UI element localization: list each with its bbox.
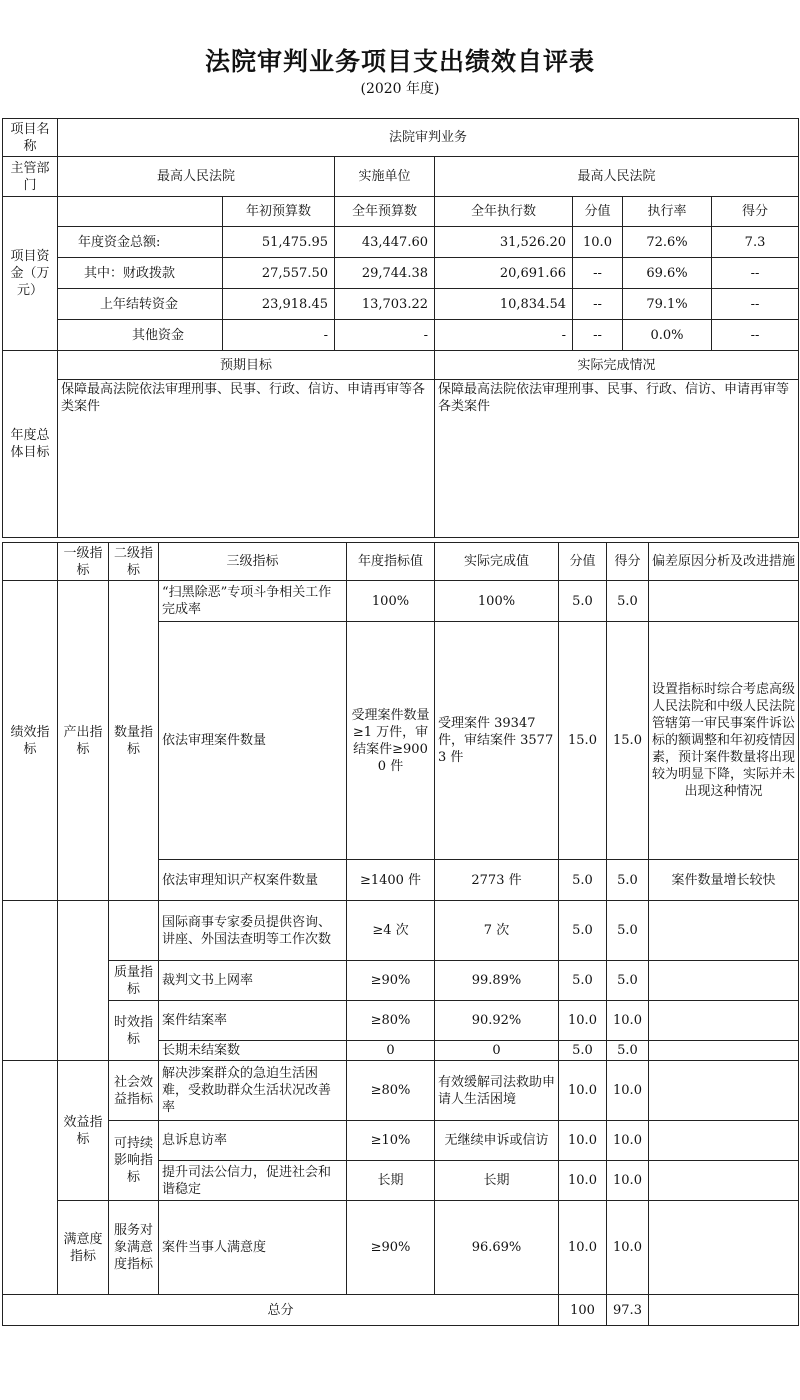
funds-header-4: 分值 xyxy=(573,197,623,227)
project-name-label: 项目名称 xyxy=(3,119,58,157)
funds-row-name: 其中：财政拨款 xyxy=(58,258,223,289)
indicator-score-value: 10.0 xyxy=(559,1001,607,1041)
ind-header-target: 年度指标值 xyxy=(347,543,435,581)
indicator-score: 10.0 xyxy=(607,1161,649,1201)
indicator-target: ≥90% xyxy=(347,961,435,1001)
indicator-name: 案件结案率 xyxy=(159,1001,347,1041)
indicator-score-value: 5.0 xyxy=(559,961,607,1001)
project-name-value: 法院审判业务 xyxy=(58,119,799,157)
indicator-name: 长期未结案数 xyxy=(159,1041,347,1061)
indicator-remark xyxy=(649,961,799,1001)
indicator-actual: 90.92% xyxy=(435,1001,559,1041)
indicator-remark xyxy=(649,1121,799,1161)
indicators-table xyxy=(2,542,799,1326)
indicator-score: 10.0 xyxy=(607,1061,649,1121)
expected-goal-text: 保障最高法院依法审理刑事、民事、行政、信访、申请再审等各类案件 xyxy=(58,380,435,538)
funds-cell: - xyxy=(435,320,573,351)
actual-goal-text: 保障最高法院依法审理刑事、民事、行政、信访、申请再审等各类案件 xyxy=(435,380,799,538)
ind-header-actual: 实际完成值 xyxy=(435,543,559,581)
indicator-actual: 长期 xyxy=(435,1161,559,1201)
expected-goal-header: 预期目标 xyxy=(58,351,435,380)
ind-header-score: 得分 xyxy=(607,543,649,581)
indicator-score: 15.0 xyxy=(607,622,649,860)
funds-cell: 27,557.50 xyxy=(223,258,335,289)
ind-header-l2: 二级指标 xyxy=(109,543,159,581)
indicator-target: 100% xyxy=(347,581,435,622)
total-score-value: 100 xyxy=(559,1295,607,1326)
total-remark xyxy=(649,1295,799,1326)
indicator-actual: 有效缓解司法救助申请人生活困境 xyxy=(435,1061,559,1121)
total-label: 总分 xyxy=(3,1295,559,1326)
funds-header-1: 年初预算数 xyxy=(223,197,335,227)
quantity-label: 数量指标 xyxy=(109,581,159,901)
indicator-score: 5.0 xyxy=(607,961,649,1001)
funds-label: 项目资金（万元） xyxy=(3,197,58,351)
funds-cell: 13,703.22 xyxy=(335,289,435,320)
indicator-score: 5.0 xyxy=(607,860,649,901)
indicator-actual: 2773 件 xyxy=(435,860,559,901)
indicator-remark xyxy=(649,1061,799,1121)
indicator-score-value: 5.0 xyxy=(559,860,607,901)
indicator-target: 长期 xyxy=(347,1161,435,1201)
indicator-actual: 无继续申诉或信访 xyxy=(435,1121,559,1161)
indicator-actual: 7 次 xyxy=(435,901,559,961)
satisfaction-label: 满意度指标 xyxy=(58,1201,109,1295)
indicator-name: 依法审理案件数量 xyxy=(159,622,347,860)
funds-cell: 69.6% xyxy=(623,258,712,289)
indicator-score: 5.0 xyxy=(607,581,649,622)
funds-cell: 51,475.95 xyxy=(223,227,335,258)
indicator-target: ≥90% xyxy=(347,1201,435,1295)
indicator-remark: 案件数量增长较快 xyxy=(649,860,799,901)
indicator-actual: 100% xyxy=(435,581,559,622)
ind-header-remark: 偏差原因分析及改进措施 xyxy=(649,543,799,581)
indicator-name: 解决涉案群众的急迫生活困难，受救助群众生活状况改善率 xyxy=(159,1061,347,1121)
actual-goal-header: 实际完成情况 xyxy=(435,351,799,380)
indicator-score-value: 5.0 xyxy=(559,1041,607,1061)
indicator-remark: 设置指标时综合考虑高级人民法院和中级人民法院管辖第一审民事案件诉讼标的额调整和年初疫情因素，预计案件数量将出现较为明显下降，实际并未出现这种情况 xyxy=(649,622,799,860)
funds-header-3: 全年执行数 xyxy=(435,197,573,227)
social-label: 社会效益指标 xyxy=(109,1061,159,1121)
perf-label-continued xyxy=(3,1061,58,1295)
funds-cell: 7.3 xyxy=(712,227,799,258)
indicator-remark xyxy=(649,901,799,961)
funds-header-2: 全年预算数 xyxy=(335,197,435,227)
indicator-remark xyxy=(649,1001,799,1041)
benefit-label: 效益指标 xyxy=(58,1061,109,1201)
indicator-score-value: 5.0 xyxy=(559,581,607,622)
service-label: 服务对象满意度指标 xyxy=(109,1201,159,1295)
indicator-target: ≥80% xyxy=(347,1061,435,1121)
indicator-score: 10.0 xyxy=(607,1001,649,1041)
indicator-target: ≥10% xyxy=(347,1121,435,1161)
indicator-actual: 96.69% xyxy=(435,1201,559,1295)
funds-cell: -- xyxy=(573,289,623,320)
funds-cell: -- xyxy=(573,258,623,289)
indicator-actual: 99.89% xyxy=(435,961,559,1001)
funds-header-5: 执行率 xyxy=(623,197,712,227)
indicator-score: 5.0 xyxy=(607,901,649,961)
indicator-remark xyxy=(649,1041,799,1061)
indicator-target: 0 xyxy=(347,1041,435,1061)
funds-cell: 10.0 xyxy=(573,227,623,258)
funds-cell: 20,691.66 xyxy=(435,258,573,289)
funds-cell: 10,834.54 xyxy=(435,289,573,320)
perf-label-continued xyxy=(3,901,58,1061)
indicator-name: 裁判文书上网率 xyxy=(159,961,347,1001)
indicator-score-value: 5.0 xyxy=(559,901,607,961)
funds-row-name: 上年结转资金 xyxy=(58,289,223,320)
indicator-score: 10.0 xyxy=(607,1121,649,1161)
indicator-name: 提升司法公信力，促进社会和谐稳定 xyxy=(159,1161,347,1201)
indicator-score-value: 10.0 xyxy=(559,1161,607,1201)
indicator-actual: 受理案件 39347 件，审结案件 35773 件 xyxy=(435,622,559,860)
impl-value: 最高人民法院 xyxy=(435,157,799,197)
indicator-remark xyxy=(649,1161,799,1201)
dept-label: 主管部门 xyxy=(3,157,58,197)
indicator-target: ≥4 次 xyxy=(347,901,435,961)
funds-cell: -- xyxy=(712,258,799,289)
funds-cell: - xyxy=(335,320,435,351)
dept-value: 最高人民法院 xyxy=(58,157,335,197)
funds-cell: 0.0% xyxy=(623,320,712,351)
indicator-score-value: 10.0 xyxy=(559,1121,607,1161)
indicator-remark xyxy=(649,581,799,622)
indicator-name: “扫黑除恶”专项斗争相关工作完成率 xyxy=(159,581,347,622)
perf-label: 绩效指标 xyxy=(3,581,58,901)
funds-cell: 31,526.20 xyxy=(435,227,573,258)
indicator-remark xyxy=(649,1201,799,1295)
funds-cell: -- xyxy=(573,320,623,351)
funds-cell: -- xyxy=(712,320,799,351)
impl-label: 实施单位 xyxy=(335,157,435,197)
funds-cell: 29,744.38 xyxy=(335,258,435,289)
indicator-score-value: 10.0 xyxy=(559,1061,607,1121)
funds-header-6: 得分 xyxy=(712,197,799,227)
indicator-name: 案件当事人满意度 xyxy=(159,1201,347,1295)
quality-label: 质量指标 xyxy=(109,961,159,1001)
indicator-actual: 0 xyxy=(435,1041,559,1061)
ind-header-score-value: 分值 xyxy=(559,543,607,581)
indicator-target: ≥1400 件 xyxy=(347,860,435,901)
indicator-score-value: 10.0 xyxy=(559,1201,607,1295)
ind-header-blank xyxy=(3,543,58,581)
indicator-name: 依法审理知识产权案件数量 xyxy=(159,860,347,901)
indicator-target: ≥80% xyxy=(347,1001,435,1041)
page-subtitle: (2020 年度) xyxy=(360,81,440,97)
funds-cell: 79.1% xyxy=(623,289,712,320)
ind-header-l3: 三级指标 xyxy=(159,543,347,581)
total-score: 97.3 xyxy=(607,1295,649,1326)
page-title: 法院审判业务项目支出绩效自评表 xyxy=(204,47,595,76)
funds-row-name: 其他资金 xyxy=(58,320,223,351)
project-info-table xyxy=(2,118,799,538)
output-label-continued xyxy=(58,901,109,1061)
indicator-score-value: 15.0 xyxy=(559,622,607,860)
indicator-score: 10.0 xyxy=(607,1201,649,1295)
funds-row-name: 年度资金总额: xyxy=(58,227,223,258)
funds-cell: 72.6% xyxy=(623,227,712,258)
funds-header-blank xyxy=(58,197,223,227)
output-label: 产出指标 xyxy=(58,581,109,901)
sustain-label: 可持续影响指标 xyxy=(109,1121,159,1201)
indicator-name: 国际商事专家委员提供咨询、讲座、外国法查明等工作次数 xyxy=(159,901,347,961)
time-label: 时效指标 xyxy=(109,1001,159,1061)
goals-label: 年度总体目标 xyxy=(3,351,58,538)
indicator-name: 息诉息访率 xyxy=(159,1121,347,1161)
funds-cell: 43,447.60 xyxy=(335,227,435,258)
funds-cell: -- xyxy=(712,289,799,320)
l2-blank xyxy=(109,901,159,961)
funds-cell: - xyxy=(223,320,335,351)
ind-header-l1: 一级指标 xyxy=(58,543,109,581)
funds-cell: 23,918.45 xyxy=(223,289,335,320)
indicator-score: 5.0 xyxy=(607,1041,649,1061)
indicator-target: 受理案件数量≥1 万件，审结案件≥9000 件 xyxy=(347,622,435,860)
